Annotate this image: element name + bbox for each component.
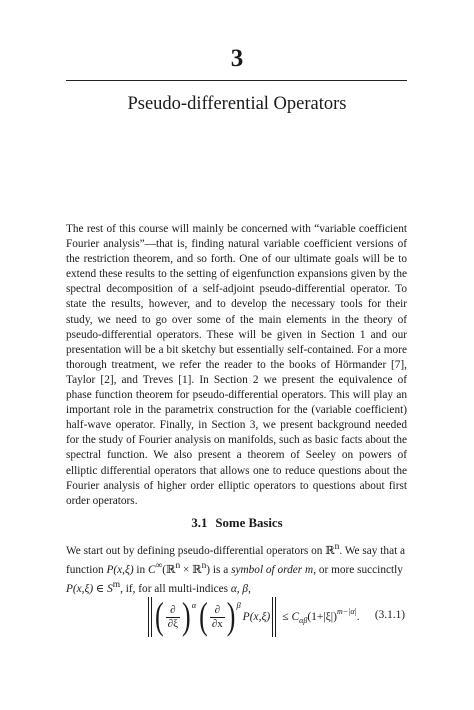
right-paren: ) — [182, 595, 191, 638]
equation-number: (3.1.1) — [374, 609, 405, 621]
fraction-d-dxi — [166, 604, 180, 631]
section-heading — [0, 515, 474, 531]
denominator: ∂ξ — [167, 617, 179, 630]
left-paren: ( — [199, 595, 208, 638]
superscript: n — [175, 561, 181, 572]
numerator: ∂ — [214, 603, 221, 616]
chapter-title: Pseudo-differential Operators — [127, 94, 347, 114]
text-run: . We say that a — [339, 544, 406, 557]
exponent: m−|α| — [336, 607, 357, 616]
basics-line-1 — [66, 540, 407, 559]
growth-factor: (1+|ξ|) — [307, 611, 337, 623]
denominator: ∂x — [211, 617, 223, 630]
superscript: n — [334, 542, 340, 552]
math-symbol: × ℝ — [180, 563, 202, 576]
reals-symbol: ℝ — [325, 544, 335, 557]
inequality-lhs — [282, 607, 360, 625]
numerator: ∂ — [170, 603, 176, 616]
period: . — [356, 611, 360, 623]
math-symbol: P(x,ξ) ∈ S — [66, 582, 113, 595]
equation-3-1-1 — [66, 591, 407, 643]
math-symbol: α, β — [230, 582, 249, 595]
math-symbol: (ℝ — [162, 563, 176, 576]
text-run: , if, for all multi-indices — [120, 582, 231, 595]
right-paren: ) — [226, 595, 236, 638]
superscript: ∞ — [155, 561, 163, 572]
symbol-function: P(x,ξ) — [242, 611, 271, 623]
text-run: ) is a — [206, 563, 232, 576]
norm-bar — [272, 597, 276, 637]
left-paren: ( — [155, 595, 164, 638]
text-run: function — [66, 563, 107, 576]
emphasis: symbol of order m — [231, 563, 314, 576]
chapter-number: 3 — [230, 45, 244, 72]
norm-bar — [148, 597, 152, 637]
section-title: Some Basics — [215, 516, 283, 530]
math-symbol: C — [148, 563, 156, 576]
equation-body — [146, 593, 360, 641]
superscript: n — [201, 561, 207, 572]
math-symbol: P(x,ξ) — [106, 563, 134, 576]
subscript: αβ — [299, 616, 308, 625]
text-run: in — [133, 563, 149, 576]
constant-c: ≤ C — [282, 611, 300, 623]
fraction-d-dx — [210, 604, 225, 631]
exponent: β — [236, 600, 241, 610]
text-run: , — [248, 582, 251, 595]
exponent: α — [191, 600, 197, 610]
basics-paragraph — [66, 540, 407, 597]
text-run: , or more succinctly — [313, 563, 403, 576]
text-run: We start out by defining pseudo-differential operators on — [66, 544, 326, 557]
superscript: m — [112, 580, 121, 591]
chapter-rule — [66, 80, 407, 81]
section-number: 3.1 — [191, 516, 208, 530]
intro-paragraph: The rest of this course will mainly be concerned with “variable coefficient Fourier analysis”—that is, finding natural variable coefficient versions of the restriction theorem, and so forth. One of our ultimate goals will be to extend these results to the setting of eigenfunction expansions given by the spectral decomposition of a self-adjoint pseudo-differential operator. To state the results, however, and to develop the necessary tools for their study, we need to go over some of the main elements in the theory of pseudo-differential operators. These will be given in Section 1 and our presentation will be a bit sketchy but essentially self-contained. For a more thorough treatment, we refer the reader to the books of Hörmander [7], Taylor [2], and Treves [1]. In Section 2 we present the equivalence of phase function theorem for pseudo-differential operators. This will play an important role in the parametrix construction for the (variable coefficient) half-wave operator. Finally, in Section 3, we present background needed for the study of Fourier analysis on manifolds, such as basic facts about the spectral function. We also present a theorem of Seeley on powers of elliptic differential operators that allows one to reduce questions about the Fourier analysis of higher order elliptic operators to questions about first order operators. — [66, 223, 407, 507]
basics-line-2 — [66, 559, 407, 578]
